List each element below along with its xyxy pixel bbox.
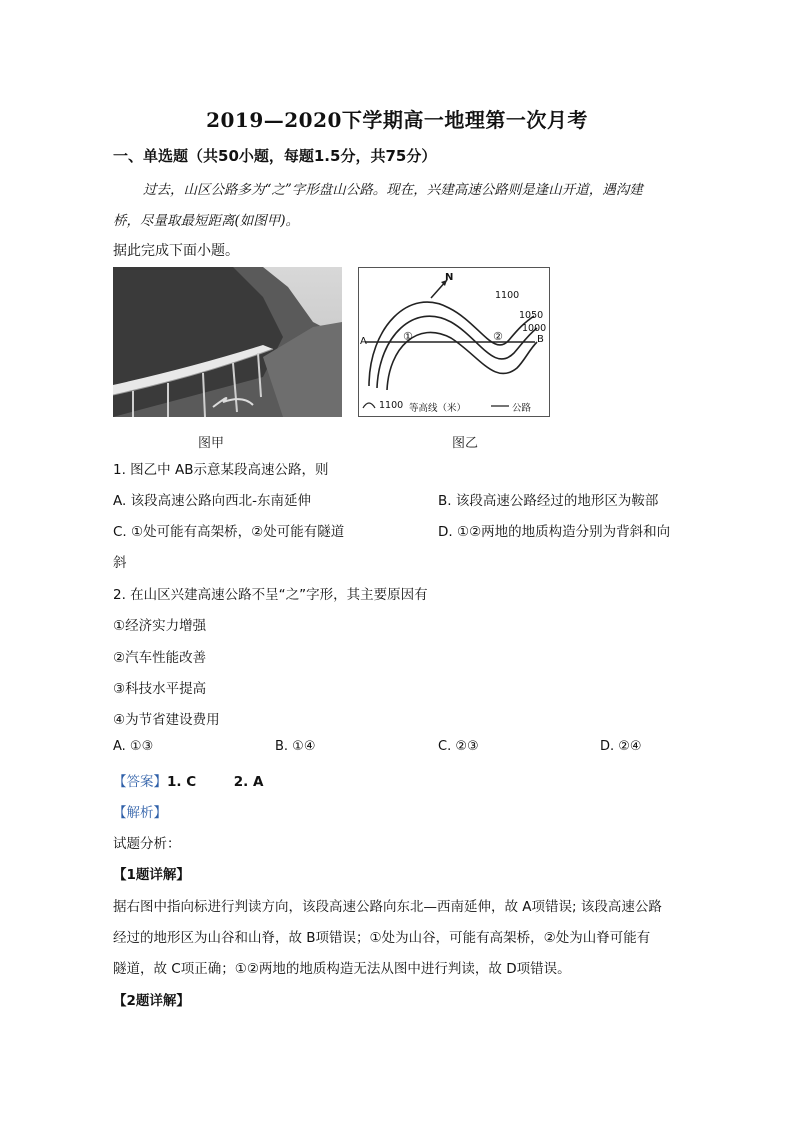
- detail-2-label: 【2题详解】: [113, 993, 190, 1009]
- q1-option-d: D. ①②两地的地质构造分别为背斜和向: [438, 524, 671, 540]
- q2-option-b: B. ①④: [275, 739, 316, 754]
- q2-item-4: ④为节省建设费用: [113, 712, 220, 728]
- figure-jia-caption: 图甲: [198, 436, 225, 451]
- intro-line-3: 据此完成下面小题。: [113, 243, 239, 259]
- highway-bridge-photo: [113, 267, 342, 417]
- q1-option-c: C. ①处可能有高架桥，②处可能有隧道: [113, 524, 345, 540]
- point-a-label: A: [360, 336, 367, 347]
- marker-1: ①: [403, 330, 413, 343]
- contour-label-1050: 1050: [519, 310, 544, 321]
- q2-option-a: A. ①③: [113, 739, 154, 754]
- page-title: 2019—2020下学期高一地理第一次月考: [206, 108, 588, 132]
- figure-yi-contour-map: [358, 267, 550, 417]
- q2-option-d: D. ②④: [600, 739, 642, 754]
- intro-line-1: 过去，山区公路多为“之”字形盘山公路。现在，兴建高速公路则是逢山开道，遇沟建: [143, 182, 643, 198]
- detail-1-label: 【1题详解】: [113, 867, 190, 883]
- q2-item-1: ①经济实力增强: [113, 618, 207, 634]
- answer-text: 1. C 2. A: [167, 774, 264, 790]
- analysis-intro: 试题分析：: [113, 836, 181, 852]
- intro-line-2: 桥，尽量取最短距离(如图甲)。: [113, 213, 300, 229]
- figure-jia-photo: [113, 267, 342, 417]
- contour-map-diagram: [359, 268, 549, 416]
- figure-yi-caption: 图乙: [452, 436, 479, 451]
- north-label: N: [445, 272, 454, 283]
- q2-item-3: ③科技水平提高: [113, 681, 207, 697]
- legend-road-label: 公路: [512, 403, 532, 414]
- legend-contour-label: 等高线（米）: [409, 403, 467, 414]
- q1-stem: 1. 图乙中 AB示意某段高速公路，则: [113, 462, 329, 478]
- detail-1-line-2: 经过的地形区为山谷和山脊，故 B项错误；①处为山谷，可能有高架桥，②处为山脊可能有: [113, 930, 651, 946]
- answer-line: [113, 770, 263, 790]
- detail-1-line-1: 据右图中指向标进行判读方向，该段高速公路向东北—西南延伸，故 A项错误; 该段高速公路: [113, 899, 662, 915]
- point-b-label: B: [537, 334, 544, 345]
- q2-stem: 2. 在山区兴建高速公路不呈“之”字形，其主要原因有: [113, 587, 428, 603]
- q1-option-a: A. 该段高速公路向西北-东南延伸: [113, 493, 311, 509]
- q2-option-c: C. ②③: [438, 739, 479, 754]
- answer-label: 【答案】: [113, 774, 167, 790]
- contour-label-1100: 1100: [495, 290, 520, 301]
- analysis-label: 【解析】: [113, 805, 167, 821]
- marker-2: ②: [493, 330, 503, 343]
- q1-option-b: B. 该段高速公路经过的地形区为鞍部: [438, 493, 659, 509]
- legend-contour-value: 1100: [379, 400, 404, 411]
- detail-1-line-3: 隧道，故 C项正确；①②两地的地质构造无法从图中进行判读，故 D项错误。: [113, 961, 571, 977]
- q1-option-d-continued: 斜: [113, 555, 127, 571]
- contour-label-1000: 1000: [522, 323, 547, 334]
- section-heading: 一、单选题（共50小题，每题1.5分，共75分）: [113, 147, 437, 165]
- q2-item-2: ②汽车性能改善: [113, 650, 207, 666]
